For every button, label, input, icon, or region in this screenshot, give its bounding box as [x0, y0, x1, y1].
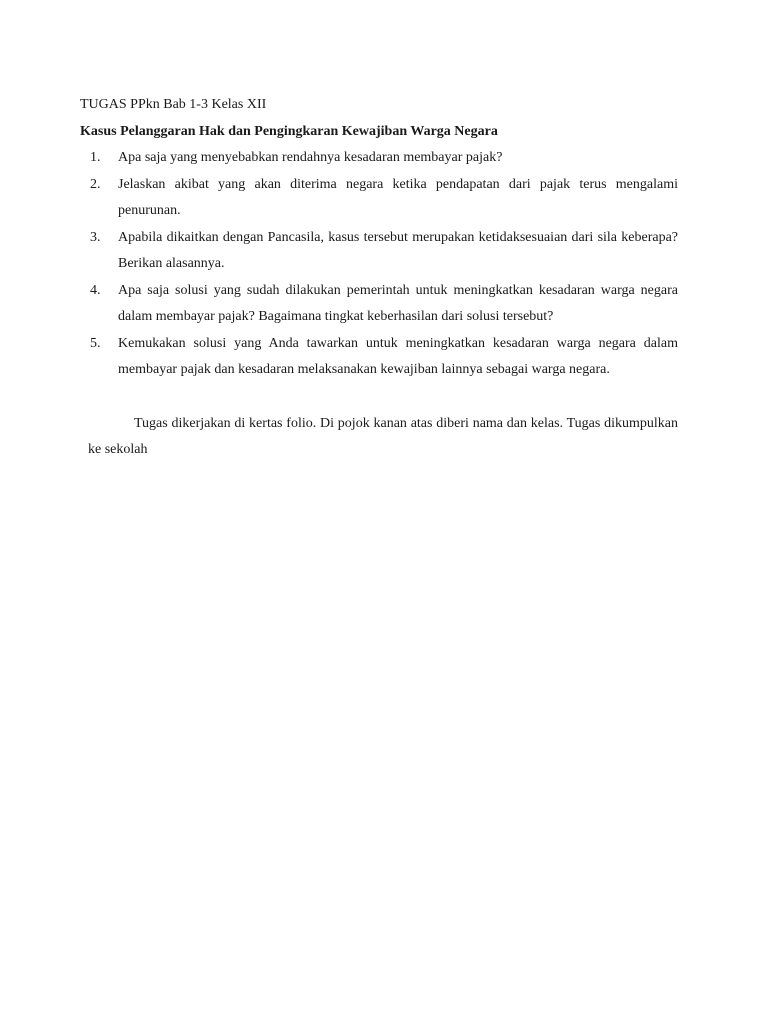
question-text: Kemukakan solusi yang Anda tawarkan untuk meningkatkan kesadaran warga negara dalam membayar pajak dan kesadaran melaksanakan kewajiban lainnya sebagai warga negara.: [118, 335, 678, 377]
question-item-2: [80, 172, 678, 225]
question-item-1: [80, 145, 678, 172]
question-number: 1.: [90, 150, 101, 165]
question-text: Apabila dikaitkan dengan Pancasila, kasus tersebut merupakan ketidaksesuaian dari sila keberapa? Berikan alasannya.: [118, 229, 678, 271]
question-item-3: [80, 225, 678, 278]
question-text: Apa saja solusi yang sudah dilakukan pemerintah untuk meningkatkan kesadaran warga negara dalam membayar pajak? Bagaimana tingkat keberhasilan dari solusi tersebut?: [118, 282, 678, 324]
question-text: Jelaskan akibat yang akan diterima negara ketika pendapatan dari pajak terus mengalami penurunan.: [118, 176, 678, 218]
question-item-5: [80, 331, 678, 384]
assignment-instructions: Tugas dikerjakan di kertas folio. Di pojok kanan atas diberi nama dan kelas. Tugas dikumpulkan ke sekolah: [88, 415, 678, 457]
document-title: TUGAS PPkn Bab 1-3 Kelas XII: [80, 97, 267, 112]
question-number: 3.: [90, 229, 101, 245]
question-number: 2.: [90, 176, 101, 192]
document-content: [80, 92, 678, 464]
question-text: Apa saja yang menyebabkan rendahnya kesadaran membayar pajak?: [118, 150, 503, 165]
question-number: 4.: [90, 282, 101, 298]
case-heading: Kasus Pelanggaran Hak dan Pengingkaran Kewajiban Warga Negara: [80, 123, 498, 139]
question-number: 5.: [90, 335, 101, 351]
question-item-4: [80, 278, 678, 331]
question-list: [80, 145, 678, 384]
